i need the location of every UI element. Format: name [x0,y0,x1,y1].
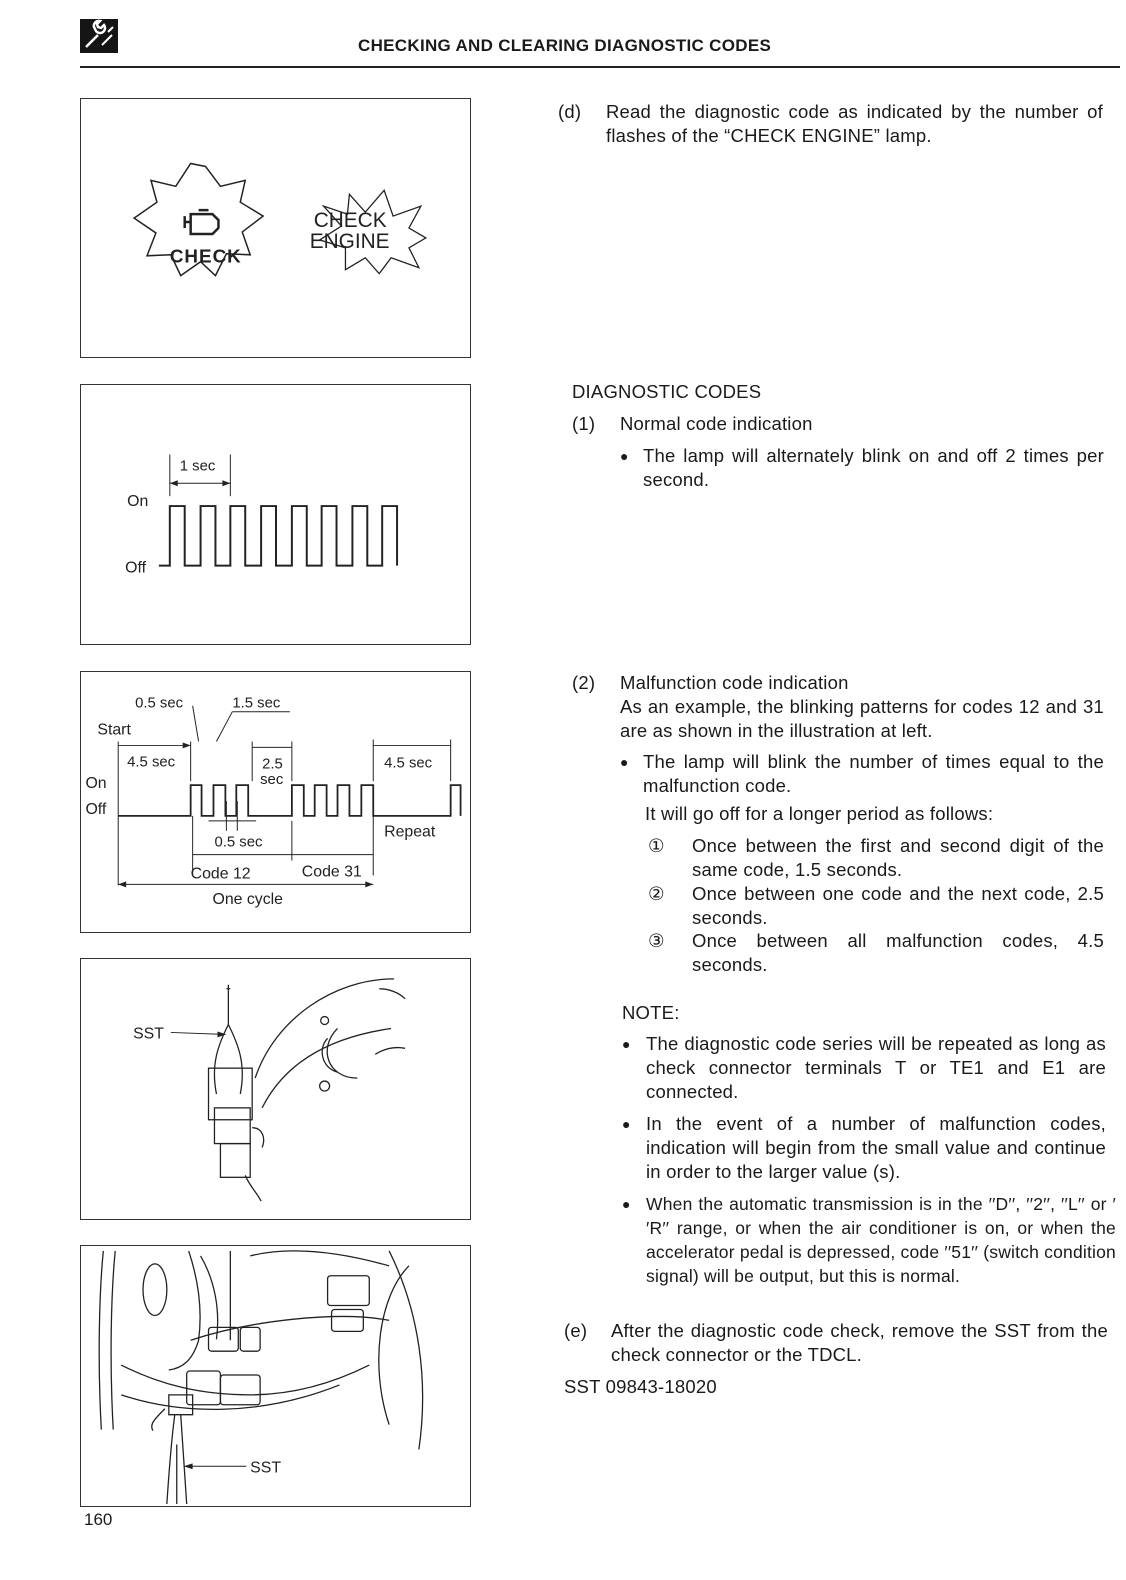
figure-sst-tdcl [80,1245,471,1507]
off-label: Off [125,559,147,577]
t25a-label: 2.5 [262,756,283,773]
circled-3-text: Once between all malfunction codes, 4.5 seconds. [692,930,1104,975]
sst-label: SST [133,1025,164,1043]
circled-item-3 [648,929,1104,977]
item-2-number: (2) [572,672,596,693]
off-label: Off [85,800,107,818]
t05b-label: 0.5 sec [214,834,263,851]
item-1-number: (1) [572,413,596,434]
page-title: CHECKING AND CLEARING DIAGNOSTIC CODES [358,36,772,55]
step-d [558,100,1103,148]
step-d-body: Read the diagnostic code as indicated by the number of flashes of the “CHECK ENGINE” lamp. [606,101,1103,146]
item-2 [572,671,1104,695]
figure-normal-code-waveform [80,384,471,645]
waveform-normal [159,506,397,566]
note-2-text: In the event of a number of malfunction codes, indication will begin from the small value and continue in order to the larger value (s). [646,1113,1106,1182]
code31-label: Code 31 [301,863,362,881]
page-number: 160 [84,1510,113,1529]
bullet-icon: ● [620,448,629,464]
item-2-title: Malfunction code indication [620,672,849,693]
circled-item-1 [648,834,1104,882]
item-1-bullet [620,444,1104,492]
step-e-number: (e) [564,1320,588,1341]
check-engine-line2: ENGINE [309,229,390,253]
code12-label: Code 12 [190,865,251,883]
diagnostic-codes-heading: DIAGNOSTIC CODES [572,381,762,402]
note-3-text: When the automatic transmission is in the ′′D′′, ′′2′′, ′′L′′ or ′′R′′ range, or when the air conditioner is on, or when the accelerator pedal is depressed, code ′′51′′ (switch condition signal) will be output, but this is normal. [646,1194,1116,1286]
check-label: CHECK [169,245,242,267]
figure-malfunction-code-waveform [80,671,471,933]
step-e-body: After the diagnostic code check, remove the SST from the check connector or the TDCL. [611,1320,1108,1365]
start-label: Start [97,721,131,739]
t05-label: 0.5 sec [135,695,184,712]
bullet-icon: ● [620,754,629,770]
note-2 [622,1112,1106,1184]
note-1-text: The diagnostic code series will be repeated as long as check connector terminals T or TE1 and E1 are connected. [646,1033,1106,1102]
note-heading: NOTE: [622,1002,680,1023]
note-1 [622,1032,1106,1104]
bullet-icon: ● [622,1036,631,1052]
figure-sst-check-connector [80,958,471,1220]
circled-1-mark: ① [648,835,665,856]
circled-2-text: Once between one code and the next code, 2.5 seconds. [692,883,1104,928]
circled-1-text: Once between the first and second digit of the same code, 1.5 seconds. [692,835,1104,880]
t45b-label: 4.5 sec [384,755,433,772]
bullet-icon: ● [622,1116,631,1132]
bullet-icon: ● [622,1196,631,1212]
one-cycle-label: One cycle [212,891,284,909]
sst-label: SST [250,1459,282,1477]
engine-icon [185,210,219,234]
interval-label: 1 sec [179,458,216,475]
item-1-title: Normal code indication [620,413,813,434]
item-2-body: As an example, the blinking patterns for codes 12 and 31 are as shown in the illustration at left. [620,696,1104,741]
repeat-label: Repeat [384,823,436,841]
waveform-malfunction [118,785,460,816]
t45a-label: 4.5 sec [127,754,176,771]
circled-item-2 [648,882,1104,930]
on-label: On [127,493,149,511]
figure-check-engine-lamp [80,98,471,358]
step-d-number: (d) [558,101,582,122]
circled-2-mark: ② [648,883,665,904]
check-engine-line1: CHECK [313,209,387,233]
item-2-offline: It will go off for a longer period as follows: [645,803,994,824]
t15-label: 1.5 sec [232,695,281,712]
header-rule [80,66,1120,68]
item-2-bullet [620,750,1104,798]
t25b-label: sec [260,772,284,789]
circled-3-mark: ③ [648,930,665,951]
on-label: On [85,775,107,793]
item-2-bullet-text: The lamp will blink the number of times equal to the malfunction code. [643,751,1104,796]
item-1-bullet-text: The lamp will alternately blink on and off 2 times per second. [643,445,1104,490]
note-3 [622,1192,1116,1288]
item-1 [572,412,1104,436]
wrench-icon [80,19,118,53]
sst-part-number: SST 09843-18020 [564,1376,717,1397]
step-e [564,1319,1108,1367]
